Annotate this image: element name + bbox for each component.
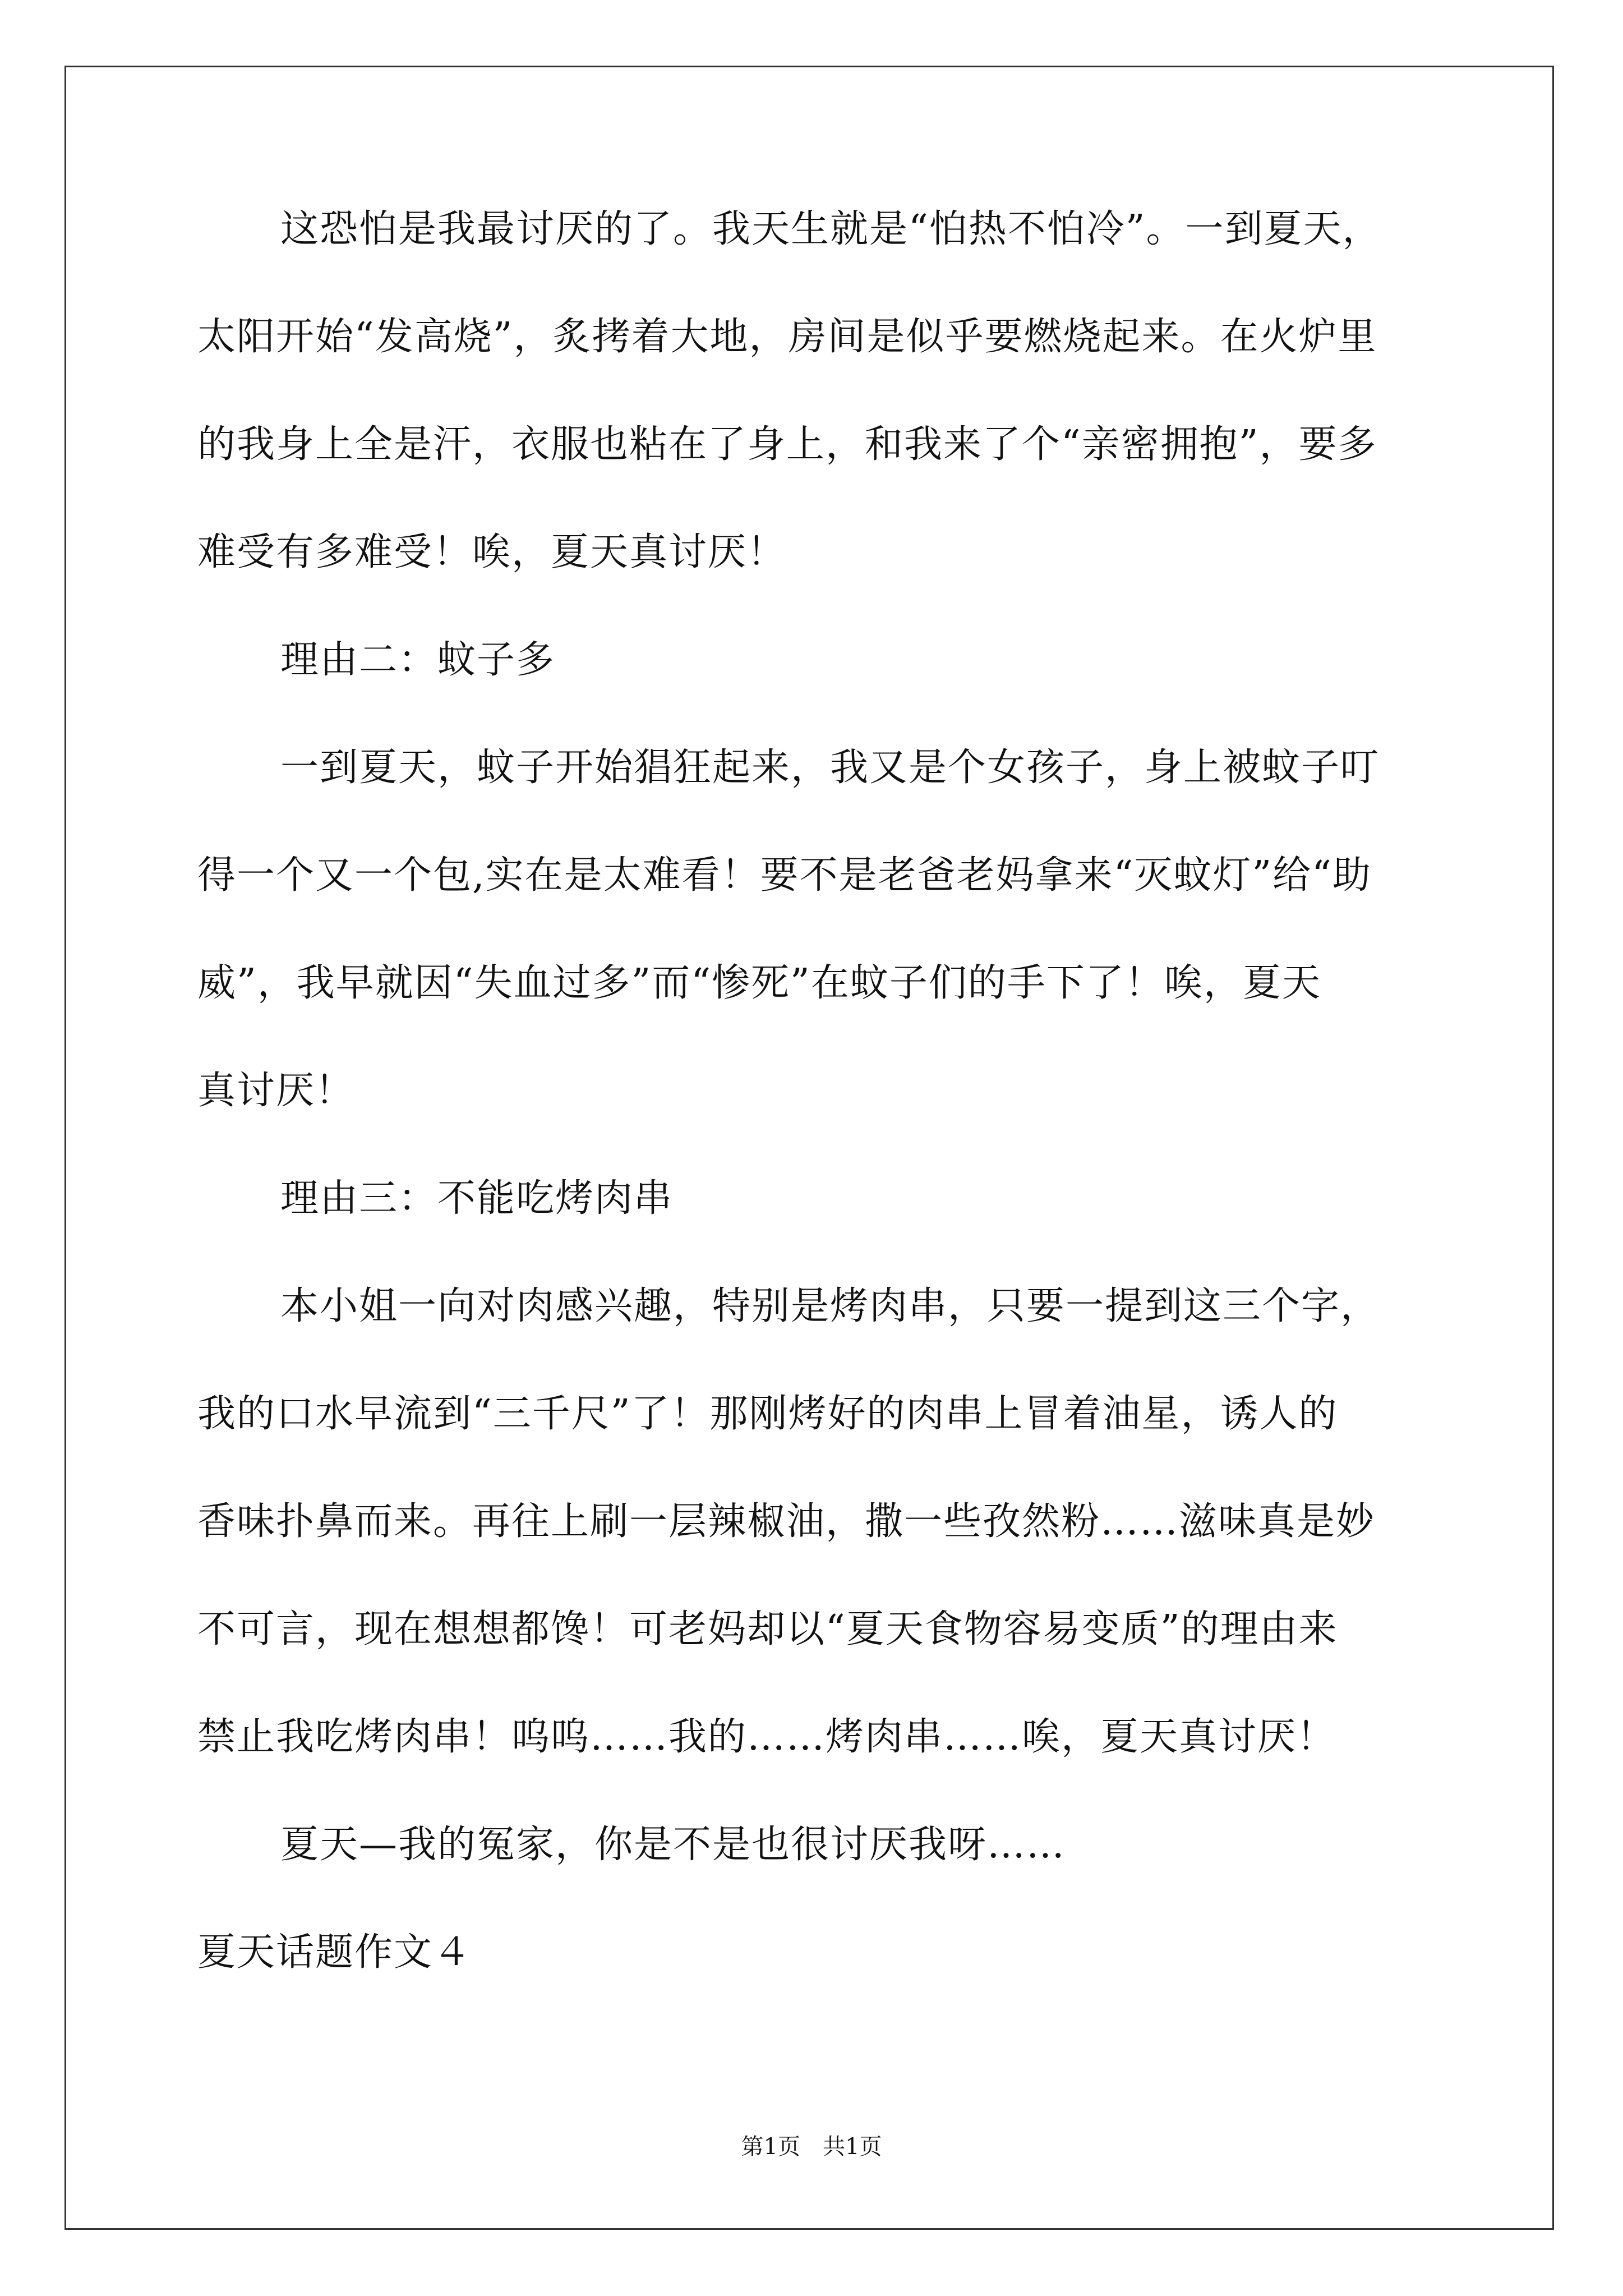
- article-title: 夏天话题作文４: [197, 1930, 473, 1975]
- section-heading: 理由三：不能吃烤肉串: [280, 1176, 674, 1221]
- page-number-footer: 第1页 共1页: [741, 2134, 882, 2160]
- paragraph-line: 威”，我早就因“失血过多”而“惨死”在蚊子们的手下了！唉，夏天: [197, 961, 1321, 1005]
- page-frame: [64, 66, 1554, 2230]
- paragraph-line: 不可言，现在想想都馋！可老妈却以“夏天食物容易变质”的理由来: [197, 1607, 1338, 1651]
- paragraph-line: 夏天—我的冤家，你是不是也很讨厌我呀……: [280, 1823, 1066, 1867]
- section-heading: 理由二：蚊子多: [280, 638, 556, 682]
- paragraph-line: 本小姐一向对肉感兴趣，特别是烤肉串，只要一提到这三个字，: [280, 1284, 1380, 1328]
- paragraph-line: 这恐怕是我最讨厌的了。我天生就是“怕热不怕冷”。一到夏天，: [280, 207, 1382, 251]
- paragraph-line: 一到夏天，蚊子开始猖狂起来，我又是个女孩子，身上被蚊子叮: [280, 746, 1380, 790]
- paragraph-line: 太阳开始“发高烧”，炙拷着大地，房间是似乎要燃烧起来。在火炉里: [197, 315, 1377, 359]
- paragraph-line: 难受有多难受！唉，夏天真讨厌！: [197, 530, 787, 574]
- paragraph-line: 得一个又一个包,实在是太难看！要不是老爸老妈拿来“灭蚊灯”给“助: [197, 853, 1372, 898]
- paragraph-line: 香味扑鼻而来。再往上刷一层辣椒油，撒一些孜然粉……滋味真是妙: [197, 1499, 1376, 1544]
- paragraph-line: 我的口水早流到“三千尺”了！那刚烤好的肉串上冒着油星，诱人的: [197, 1392, 1338, 1436]
- paragraph-line: 禁止我吃烤肉串！呜呜……我的……烤肉串……唉，夏天真讨厌！: [197, 1715, 1336, 1759]
- paragraph-line: 的我身上全是汗，衣服也粘在了身上，和我来了个“亲密拥抱”，要多: [197, 422, 1377, 467]
- paragraph-line: 真讨厌！: [197, 1069, 355, 1113]
